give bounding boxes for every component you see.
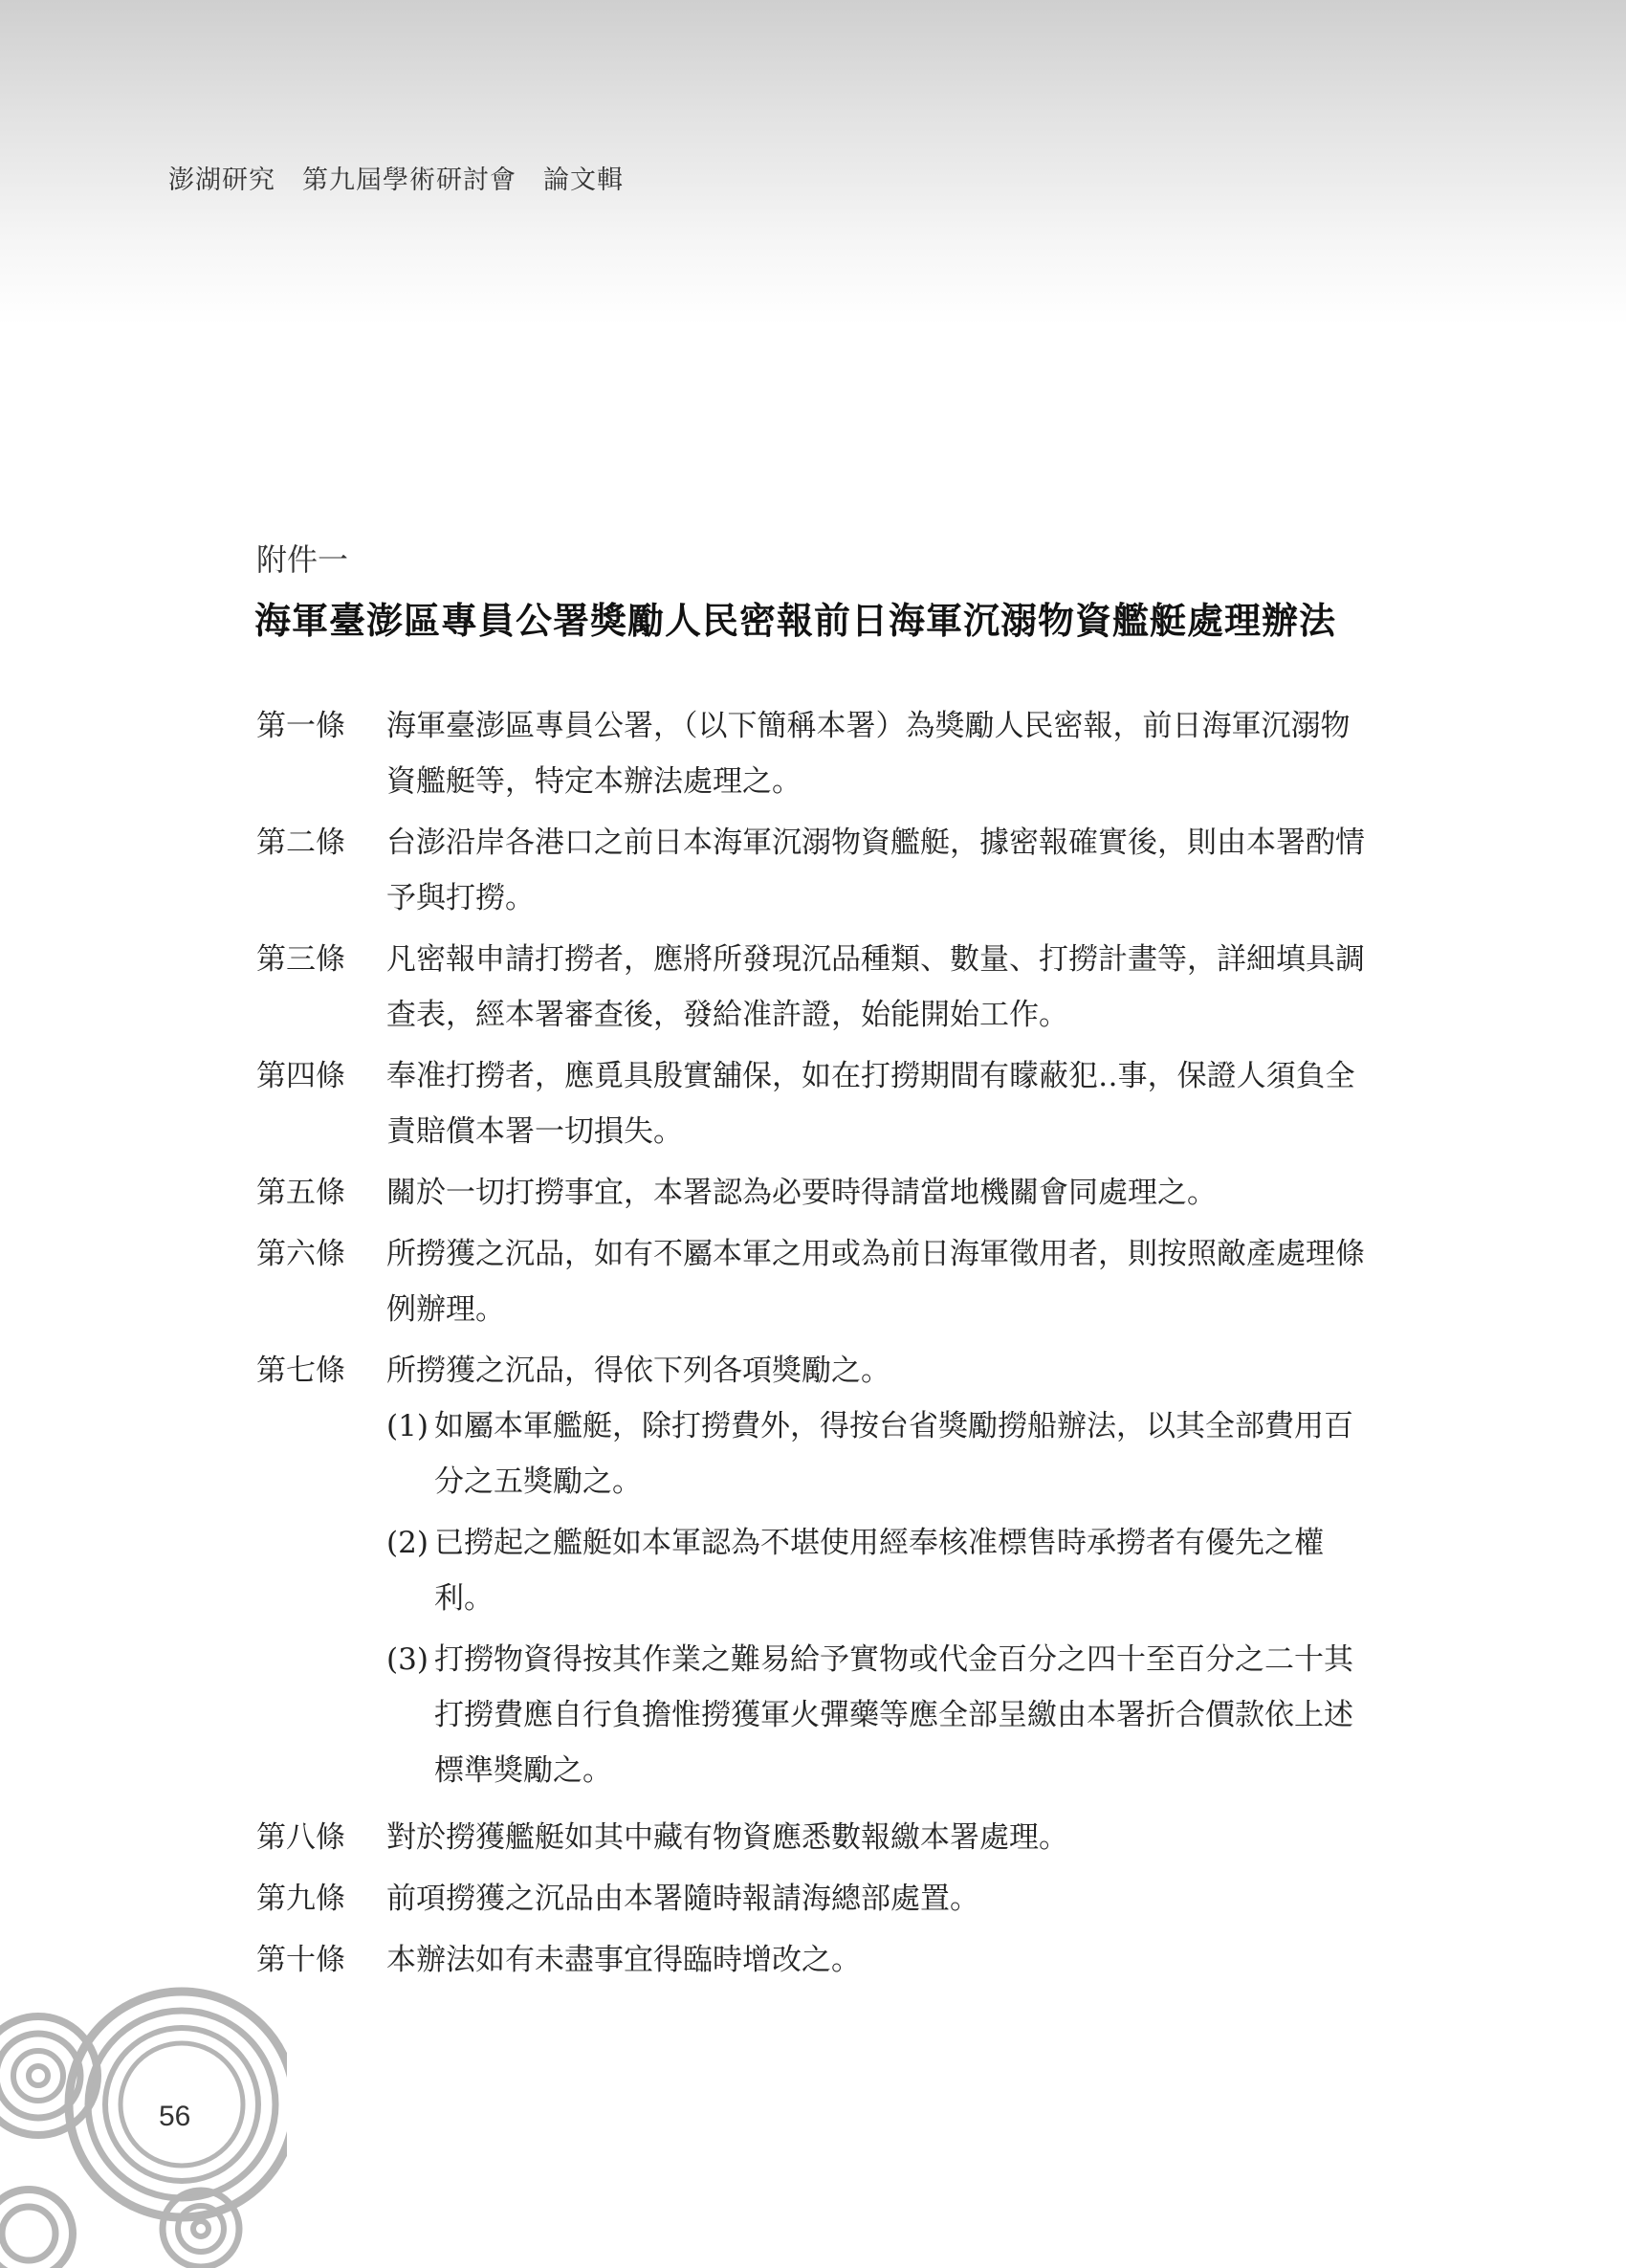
article-7-item-1 (386, 1398, 1377, 1509)
article-text: 所撈獲之沉品，得依下列各項獎勵之。 (386, 1354, 890, 1388)
decorative-rings (0, 1980, 287, 2268)
articles-list (256, 698, 1377, 1993)
article-text: 海軍臺澎區專員公署，（以下簡稱本署）為獎勵人民密報，前日海軍沉溺物資艦艇等，特定本辦法處理之。 (386, 709, 1351, 799)
article-2 (256, 815, 1377, 926)
article-10 (256, 1932, 1377, 1988)
article-text: 台澎沿岸各港口之前日本海軍沉溺物資艦艇，據密報確實後，則由本署酌情予與打撈。 (386, 826, 1365, 915)
article-4 (256, 1048, 1377, 1159)
article-6 (256, 1226, 1377, 1337)
article-number: 第一條 (256, 709, 345, 743)
article-number: 第八條 (256, 1820, 345, 1855)
article-text: 奉准打撈者，應覓具殷實舖保，如在打撈期間有矇蔽犯‥事，保證人須負全責賠償本署一切損失。 (386, 1059, 1355, 1149)
ring-group-small (163, 2191, 239, 2267)
article-number: 第二條 (256, 826, 345, 860)
article-number: 第十條 (256, 1943, 345, 1977)
article-text: 凡密報申請打撈者，應將所發現沉品種類、數量、打撈計畫等，詳細填具調查表，經本署審查後，發給准許證，始能開始工作。 (386, 942, 1365, 1032)
ring-group-left (0, 2016, 98, 2135)
article-7-item-3 (386, 1632, 1377, 1798)
item-text: 打撈物資得按其作業之難易給予實物或代金百分之四十至百分之二十其打撈費應自行負擔惟撈獲軍火彈藥等應全部呈繳由本署折合價款依上述標準獎勵之。 (434, 1642, 1353, 1788)
article-3 (256, 932, 1377, 1043)
page-number: 56 (159, 2101, 191, 2132)
article-text: 前項撈獲之沉品由本署隨時報請海總部處置。 (386, 1882, 979, 1916)
ring-group-bottom (0, 2190, 73, 2268)
article-7 (256, 1343, 1377, 1804)
item-number: (1) (386, 1409, 428, 1443)
article-number: 第七條 (256, 1354, 345, 1388)
item-text: 如屬本軍艦艇，除打撈費外，得按台省獎勵撈船辦法，以其全部費用百分之五獎勵之。 (434, 1409, 1353, 1499)
article-number: 第九條 (256, 1882, 345, 1916)
article-text: 所撈獲之沉品，如有不屬本軍之用或為前日海軍徵用者，則按照敵產處理條例辦理。 (386, 1237, 1365, 1327)
running-header: 澎湖研究 第九屆學術研討會 論文輯 (168, 165, 624, 195)
article-number: 第六條 (256, 1237, 345, 1271)
document-title: 海軍臺澎區專員公署獎勵人民密報前日海軍沉溺物資艦艇處理辦法 (254, 599, 1337, 642)
attachment-label: 附件一 (256, 541, 349, 578)
item-text: 已撈起之艦艇如本軍認為不堪使用經奉核准標售時承撈者有優先之權利。 (434, 1526, 1324, 1616)
article-number: 第五條 (256, 1176, 345, 1210)
article-text: 關於一切打撈事宜，本署認為必要時得請當地機關會同處理之。 (386, 1176, 1217, 1210)
item-number: (3) (386, 1642, 428, 1677)
article-number: 第四條 (256, 1059, 345, 1093)
article-7-item-2 (386, 1515, 1377, 1626)
article-7-body (386, 1343, 1377, 1804)
article-8 (256, 1810, 1377, 1865)
article-number: 第三條 (256, 942, 345, 977)
article-5 (256, 1165, 1377, 1221)
article-text: 本辦法如有未盡事宜得臨時增改之。 (386, 1943, 861, 1977)
article-text: 對於撈獲艦艇如其中藏有物資應悉數報繳本署處理。 (386, 1820, 1068, 1855)
article-1 (256, 698, 1377, 809)
item-number: (2) (386, 1526, 428, 1560)
article-7-items (386, 1398, 1377, 1798)
article-9 (256, 1871, 1377, 1927)
